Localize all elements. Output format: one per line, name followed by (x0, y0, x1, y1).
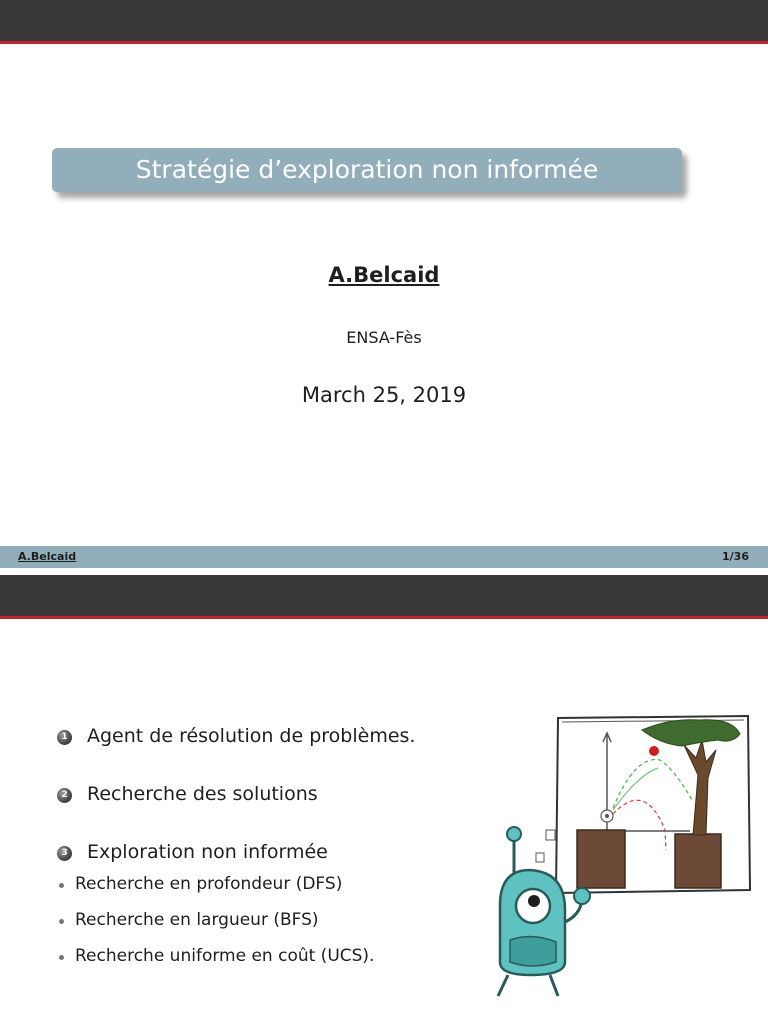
number-bullet-icon: 1 (57, 730, 72, 745)
author-name[interactable]: A.Belcaid (328, 263, 440, 287)
outline-item-label: Exploration non informée (87, 841, 328, 863)
slide-footer (0, 546, 768, 568)
outline-item-label: Agent de résolution de problèmes. (87, 725, 416, 747)
left-stump (577, 830, 625, 888)
bullet-icon (59, 883, 64, 888)
apple (649, 746, 659, 756)
institute: ENSA-Fès (346, 328, 422, 347)
sub-item (57, 944, 387, 969)
right-stump (675, 834, 721, 888)
sub-item-label: Recherche uniforme en coût (UCS). (75, 946, 375, 966)
bullet-icon (59, 955, 64, 960)
number-bullet-icon: 3 (57, 846, 72, 861)
bullet-icon (59, 919, 64, 924)
slide-header-bar (0, 0, 768, 44)
outline-item-label: Recherche des solutions (87, 783, 318, 805)
sub-item-label: Recherche en largueur (BFS) (75, 910, 319, 930)
sub-item (57, 872, 387, 897)
presentation-title: Stratégie d’exploration non informée (52, 148, 682, 192)
outline-item (57, 725, 457, 783)
sub-item-list (57, 872, 387, 980)
number-bullet-icon: 2 (57, 788, 72, 803)
outline-slide (0, 575, 768, 1024)
presentation-date: March 25, 2019 (301, 383, 467, 407)
sub-item-label: Recherche en profondeur (DFS) (75, 874, 343, 894)
header-accent-rule (0, 616, 768, 619)
outline-item (57, 783, 457, 841)
page-number: 1/36 (722, 550, 749, 563)
header-accent-rule (0, 41, 768, 44)
sub-item (57, 908, 387, 933)
robot-search-illustration (470, 700, 768, 1000)
footer-author-link[interactable]: A.Belcaid (18, 550, 77, 563)
slide-header-bar (0, 575, 768, 619)
